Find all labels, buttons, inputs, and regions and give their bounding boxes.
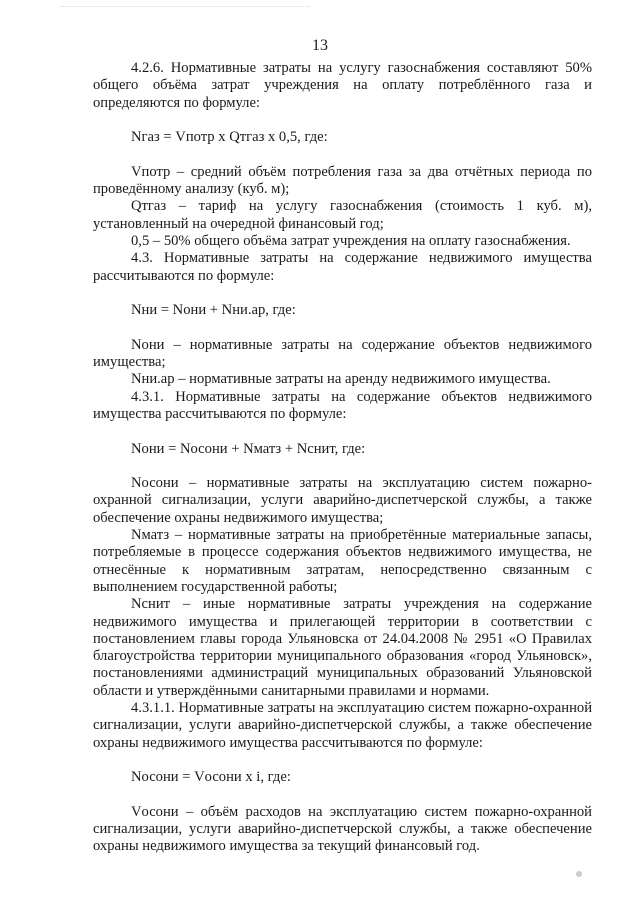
definition-vosoni: Vосони – объём расходов на эксплуатацию систем пожарно-охранной сигнализации, услуги аварийно-диспетчерской службы, а также обеспечение охраны недвижимого имущества за текущий финансовый год. xyxy=(93,803,592,855)
definition-vpotr: Vпотр – средний объём потребления газа за два отчётных периода по проведённому анализу (куб. м); xyxy=(93,163,592,198)
page-number: 13 xyxy=(312,37,328,54)
definition-nosoni: Nосони – нормативные затраты на эксплуатацию систем пожарно-охранной сигнализации, услуги аварийно-диспетчерской службы, а также обеспечение охраны недвижимого имущества; xyxy=(93,475,592,526)
formula-property-maintenance: Nони = Nосони + Nматз + Nснит, где: xyxy=(131,440,366,457)
paragraph-4-3-1-1: 4.3.1.1. Нормативные затраты на эксплуатацию систем пожарно-охранной сигнализации, услуги аварийно-диспетчерской службы, а также обеспечение охраны недвижимого имущества рассчитываются по формуле: xyxy=(93,699,592,751)
scan-artifact xyxy=(60,6,310,10)
definition-nsnit: Nснит – иные нормативные затраты учреждения на содержание недвижимого имущества и прилегающей территории в соответствии с постановлением главы города Ульяновска от 24.04.2008 № 2951 «О Правилах благоустройства территории муниципального образования «город Ульяновск», постановлениями администраций муниципальных образований Ульяновской области и утверждёнными санитарными правилами и нормами. xyxy=(93,596,592,699)
definition-noni: Nони – нормативные затраты на содержание объектов недвижимого имущества; xyxy=(93,336,592,371)
paragraph-4-3: 4.3. Нормативные затраты на содержание недвижимого имущества рассчитываются по формуле: xyxy=(93,250,592,284)
definition-qtgaz: Qтгаз – тариф на услугу газоснабжения (стоимость 1 куб. м), установленный на очередной финансовый год; xyxy=(93,198,592,232)
definition-nniar: Nни.ар – нормативные затраты на аренду недвижимого имущества. xyxy=(131,371,551,388)
paragraph-4-2-6: 4.2.6. Нормативные затраты на услугу газоснабжения составляют 50% общего объёма затрат учреждения на оплату потреблённого газа и определяются по формуле: xyxy=(93,60,592,111)
definition-coefficient: 0,5 – 50% общего объёма затрат учреждения на оплату газоснабжения. xyxy=(131,232,571,249)
formula-property: Nни = Nони + Nни.ар, где: xyxy=(131,302,296,319)
document-body xyxy=(93,60,592,856)
scan-artifact-dot xyxy=(576,871,582,877)
formula-security: Nосони = Vосони x i, где: xyxy=(131,769,291,786)
paragraph-4-3-1: 4.3.1. Нормативные затраты на содержание объектов недвижимого имущества рассчитываются по формуле: xyxy=(93,388,592,422)
definition-nmatz: Nматз – нормативные затраты на приобретённые материальные запасы, потребляемые в процессе содержания объектов недвижимого имущества, не отнесённые к нормативным затратам, непосредственно связанным с выполнением государственной работы; xyxy=(93,527,592,595)
formula-gas: Nгаз = Vпотр x Qтгаз x 0,5, где: xyxy=(131,129,328,146)
